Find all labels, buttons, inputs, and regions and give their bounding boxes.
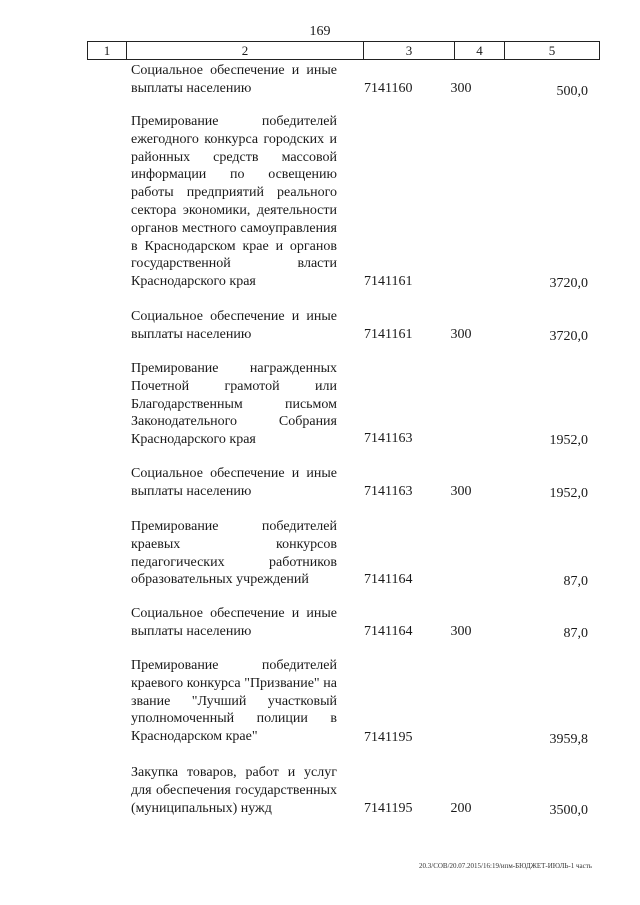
row-type: 200 [450, 801, 472, 816]
row-amount: 87,0 [563, 626, 588, 641]
table-header [87, 41, 600, 60]
row-amount: 3720,0 [549, 329, 588, 344]
row-code: 7141163 [364, 431, 413, 446]
row-amount: 3500,0 [549, 803, 588, 818]
row-name: Социальное обеспечение и иные выплаты населению [131, 63, 337, 96]
row-code: 7141160 [364, 81, 413, 96]
row-code: 7141195 [364, 730, 413, 745]
row-amount: 1952,0 [549, 486, 588, 501]
page-number: 169 [309, 24, 331, 39]
row-name: Премирование награжденных Почетной грамотой или Благодарственным письмом Законодательного Собрания Краснодарского края [131, 361, 337, 448]
header-col-1: 1 [88, 42, 127, 59]
row-type: 300 [450, 624, 472, 639]
row-code: 7141163 [364, 484, 413, 499]
header-col-2: 2 [127, 42, 364, 59]
row-type: 300 [450, 327, 472, 342]
row-name: Социальное обеспечение и иные выплаты населению [131, 466, 337, 499]
header-col-5: 5 [548, 43, 556, 58]
header-col-3: 3 [364, 42, 455, 59]
row-code: 7141195 [364, 801, 413, 816]
row-name: Социальное обеспечение и иные выплаты населению [131, 309, 337, 342]
row-name: Закупка товаров, работ и услуг для обеспечения государственных (муниципальных) нужд [131, 765, 337, 816]
row-amount: 1952,0 [549, 433, 588, 448]
row-amount: 3720,0 [549, 276, 588, 291]
row-code: 7141161 [364, 327, 413, 342]
row-name: Социальное обеспечение и иные выплаты населению [131, 606, 337, 639]
header-col-4: 4 [455, 42, 505, 59]
row-code: 7141164 [364, 624, 413, 639]
row-code: 7141164 [364, 572, 413, 587]
row-name: Премирование победителей ежегодного конкурса городских и районных средств массовой информации по освещению работы предприятий реального сектора экономики, деятельности органов местного самоуправления в Краснодарском крае и органов государственной власти Краснодарского края [131, 114, 337, 290]
row-amount: 3959,8 [549, 732, 588, 747]
row-name: Премирование победителей краевых конкурсов педагогических работников образовательных учреждений [131, 519, 337, 588]
row-code: 7141161 [364, 274, 413, 289]
row-amount: 87,0 [563, 574, 588, 589]
row-name: Премирование победителей краевого конкурса "Призвание" на звание "Лучший участковый уполномоченный полиции в Краснодарском крае" [131, 658, 337, 745]
row-type: 300 [450, 81, 472, 96]
row-type: 300 [450, 484, 472, 499]
row-amount: 500,0 [556, 84, 588, 99]
document-footer: 20.3/СОВ/20.07.2015/16:19/ипм-БЮДЖЕТ-ИЮЛЬ-1 часть [419, 862, 592, 870]
